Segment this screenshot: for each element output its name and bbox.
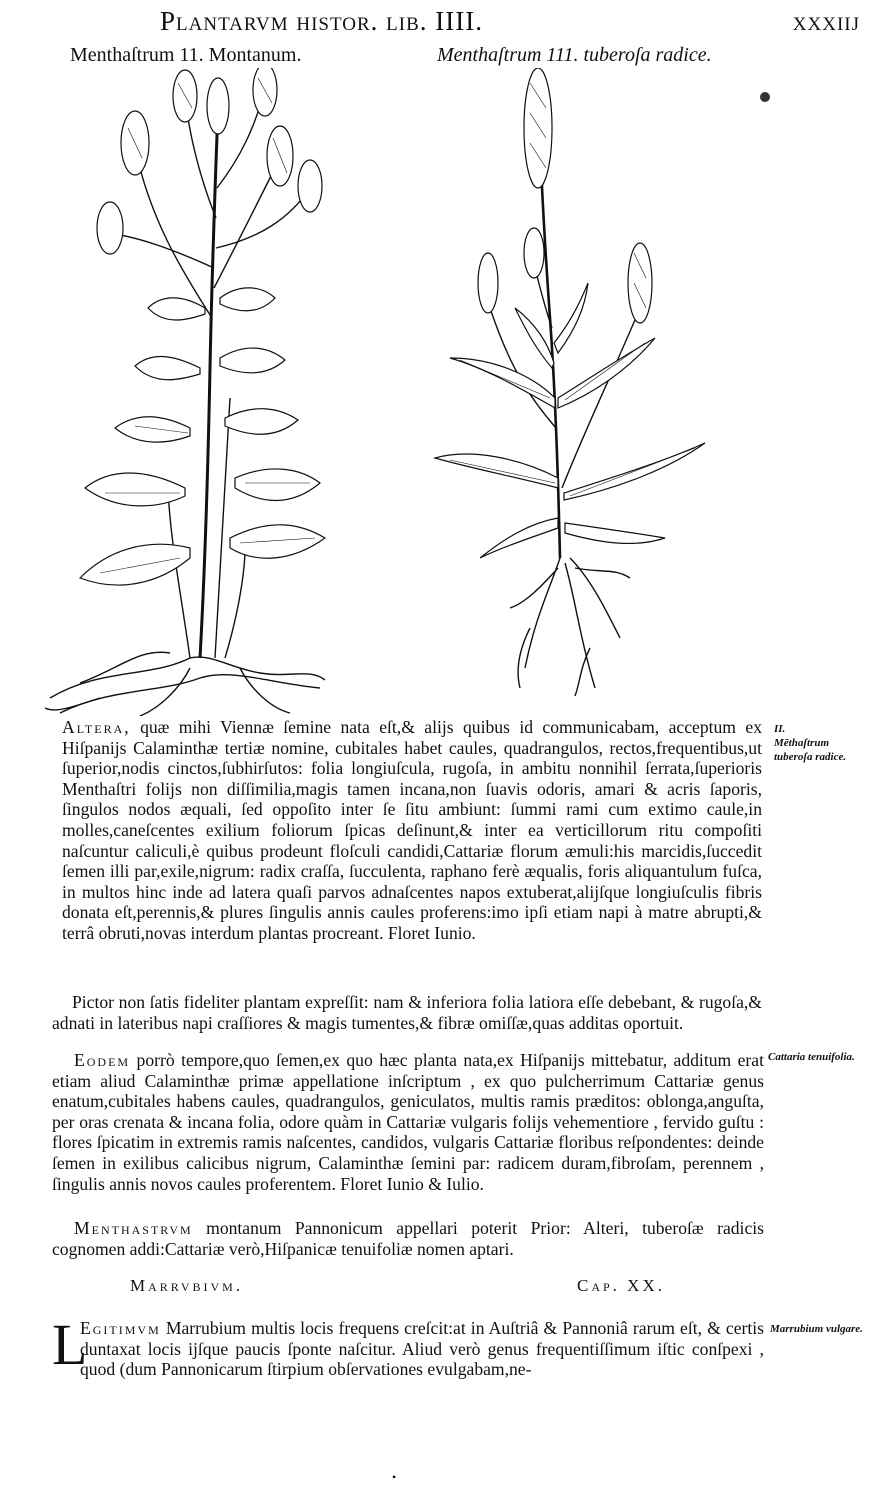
marginal-note-tuberosa-text: Mēthaſtrum tuberoſa radice. [774, 737, 847, 763]
section-title: Marrvbivm. [130, 1276, 244, 1295]
marginal-note-number: II. [774, 723, 786, 735]
paragraph-altera-text: quæ mihi Viennæ ſemine nata eſt,& alijs quibus id communicabam, acceptum ex Hiſpanijs Calaminthæ tertiæ nomine, cubitales habet caules, quadrangulos, rectos,frequentibus,ut ſuperior,nodis cinctos,ſubhirſutos: folia longiuſcula, rugoſa, in ambitu nonnihil ſerrata,ſuperioris Menthaſtri folijs non diſſimilia,magis tamen incana,non ſuavis odoris, amari & acris ſaporis, ſingulos nodos æquali, ſed oppoſito inter ſe ſitu ambiunt: ſummi rami cum extimo caule,in molles,caneſcentes exilium foliorum ſpicas deſinunt,& inter ea verticillorum ritu compoſiti naſcuntur caliculi,è quibus prodeunt floſculi candidi,Cattariæ florum æmuli:his marcidis,ſuccedit ſemen illi par,exile,nigrum: radix craſſa, ſucculenta, raphano ferè æqualis, foris aliquantulum fuſca, in multos hinc inde ad latera quaſi parvos adnaſcentes napos extuberat,alijſque longiuſculis fibris donata eſt,perennis,& plures ſingulis annis caules proferens:imo ipſi etiam napi à matre abrupti,& terrâ obruti,novas interdum plantas procreant. Floret Iunio. [62, 717, 762, 943]
paragraph-legitimum [52, 1312, 764, 1380]
ink-speck [760, 92, 770, 102]
marginal-note-cattaria: Cattaria tenuifolia. [768, 1051, 855, 1063]
paragraph-altera [62, 717, 762, 944]
figure-caption-right: Menthaſtrum 111. tuberoſa radice. [437, 44, 712, 66]
printer-mark: • [392, 1470, 397, 1484]
paragraph-pictor: Pictor non ſatis fideliter plantam expreſſit: nam & inferiora folia latiora eſſe debebant, & rugoſa,& adnati in lateribus napi craſſiores & magis tumentes,& fibræ omiſſæ,quas additas oportuit. [52, 992, 762, 1033]
woodcut-menthastrum-montanum [40, 68, 330, 716]
paragraph-eodem-text: porrò tempore,quo ſemen,ex quo hæc planta nata,ex Hiſpanijs mittebatur, additum erat etiam aliud Calaminthæ primæ appellatione inſcriptum , ex quo pulcherrimum Cattariæ genus enatum,cubitales habens caules, quadrangulos, geniculatos, multis ramis præditos: oblonga,anguſta, per oras crenata & incana folia, odore quàm in Cattariæ vulgaris folijs vehementiore , fervido guſtu : flores ſpicatim in extremis ramis naſcentes, candidos, vulgaris Cattariæ floribus reſpondentes: deinde ſemen in exilibus calicibus nigrum, Calaminthæ ſemini par: radicem duram,fibroſam, perennem , ſingulis annis novos caules proferentem. Floret Iunio & Iulio. [52, 1050, 764, 1194]
lead-word-legitimum: Egitimvm [80, 1318, 161, 1338]
paragraph-legitimum-text: Marrubium multis locis frequens creſcit:at in Auſtriâ & Pannoniâ rarum eſt, & certis duntaxat locis ijſque paucis ſponte naſcitur. Aliud verò genus frequentiſſimum iſtic conſpexi , quod (dum Pannonicarum ſtirpium obſervationes evulgabam,ne- [80, 1318, 764, 1380]
marginal-note-marrubium: Marrubium vulgare. [770, 1323, 863, 1335]
running-title: Plantarvm histor. lib. IIII. [160, 6, 483, 36]
marginal-note-tuberosa [774, 722, 864, 764]
woodcut-menthastrum-tuberosa [430, 68, 710, 698]
lead-word-menthastrum: Menthastrvm [74, 1218, 193, 1238]
lead-word-eodem: Eodem [74, 1050, 131, 1070]
figure-caption-left: Menthaſtrum 11. Montanum. [70, 44, 302, 66]
folio-number: xxxiij [792, 6, 860, 36]
drop-cap: L [52, 1312, 88, 1377]
running-header [160, 4, 860, 38]
paragraph-menthastrum [52, 1218, 764, 1259]
chapter-number: Cap. XX. [577, 1276, 665, 1295]
paragraph-menthastrum-text: montanum Pannonicum appellari poterit Prior: Alteri, tuberoſæ radicis cognomen addi:Cattariæ verò,Hiſpanicæ tenuifoliæ nomen aptari. [52, 1218, 764, 1259]
lead-word-altera: Altera, [62, 717, 131, 737]
paragraph-eodem [52, 1050, 764, 1194]
paragraph-legitimum-body [52, 1312, 764, 1380]
